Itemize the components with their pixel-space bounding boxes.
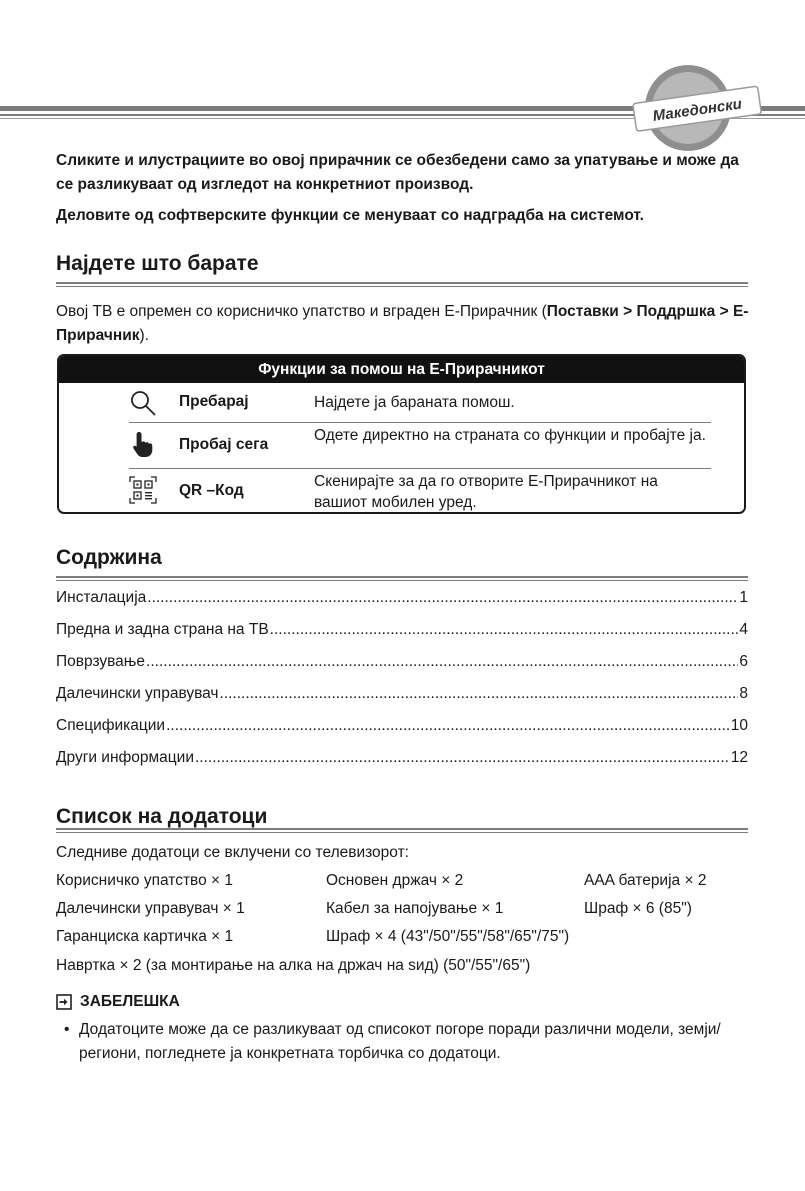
toc-entry-page: 4 [739, 621, 748, 638]
toc-entry-page: 10 [730, 717, 748, 734]
search-icon [129, 389, 157, 417]
accessory-item: Корисничко упатство × 1 [56, 872, 234, 889]
accessory-item: Шраф × 4 (43"/50"/55"/58"/65"/75") [326, 928, 570, 945]
help-row-qr [129, 468, 711, 514]
accessory-item: AAA батерија × 2 [584, 872, 707, 889]
toc-entry[interactable] [56, 749, 748, 781]
toc-leader [166, 717, 730, 735]
help-row-search [129, 383, 711, 423]
language-label: Македонски [651, 95, 743, 125]
intro-line-2: Деловите од софтверските функции се менуваат со надградба на системот. [56, 207, 644, 224]
toc-entry-page: 12 [730, 749, 748, 766]
hand-pointer-icon [129, 430, 157, 458]
help-functions-box [57, 354, 746, 514]
accessories-section-title: Список на додатоци [56, 805, 268, 828]
toc-leader [195, 749, 730, 767]
toc-entry-title: Спецификации [56, 717, 166, 734]
help-label-qr: QR –Код [179, 482, 244, 499]
note-arrow-icon [56, 994, 72, 1010]
help-label-search: Пребарај [179, 393, 249, 410]
find-text-path: Поставки > Поддршка > Е-Прирачник [56, 303, 749, 344]
toc-entry-title: Инсталација [56, 589, 147, 606]
toc-entry-page: 6 [739, 653, 748, 670]
intro-notice [56, 149, 756, 228]
accessories-section-rule [56, 828, 748, 833]
toc-entry-title: Поврзување [56, 653, 146, 670]
contents-section-rule [56, 576, 748, 581]
toc-leader [146, 653, 738, 671]
qr-code-icon [129, 476, 157, 504]
toc-entry-page: 8 [739, 685, 748, 702]
accessories-intro: Следниве додатоци се вклучени со телевизорот: [56, 844, 409, 861]
accessory-item: Гаранциска картичка × 1 [56, 928, 234, 945]
help-box-header: Функции за помош на Е-Прирачникот [59, 356, 744, 383]
toc-entry[interactable] [56, 717, 748, 749]
find-section-title: Најдете што барате [56, 252, 259, 275]
accessory-item: Навртка × 2 (за монтирање на алка на држач на ѕид) (50"/55"/65") [56, 957, 531, 974]
note-title: ЗАБЕЛЕШКА [80, 993, 180, 1010]
toc-leader [270, 621, 739, 639]
note-text: Додатоците може да се разликуваат од списокот погоре поради различни модели, земји/региони, погледнете ја конкретната торбичка со додатоци. [79, 1021, 721, 1062]
toc-leader [220, 685, 739, 703]
language-tab [620, 62, 770, 154]
note-bullet: • [64, 1021, 70, 1038]
help-label-try-now: Пробај сега [179, 436, 269, 453]
find-section-text [56, 300, 756, 348]
help-desc-try-now: Одете директно на страната со функции и пробајте ја. [314, 427, 706, 444]
find-text-suffix: ). [139, 327, 149, 344]
toc-entry-page: 1 [739, 589, 748, 606]
accessory-item: Основен држач × 2 [326, 872, 464, 889]
intro-line-1: Сликите и илустрациите во овој прирачник се обезбедени само за упатување и може да се разликуваат од изгледот на конкретниот производ. [56, 152, 739, 193]
help-desc-search: Најдете ја бараната помош. [314, 394, 515, 411]
toc-entry[interactable] [56, 621, 748, 653]
accessory-item: Далечински управувач × 1 [56, 900, 245, 917]
toc-entry[interactable] [56, 653, 748, 685]
table-of-contents [56, 589, 748, 781]
toc-entry-title: Далечински управувач [56, 685, 219, 702]
find-text-prefix: Овој ТВ е опремен со корисничко упатство и вграден Е-Прирачник ( [56, 303, 547, 320]
toc-leader [147, 589, 738, 607]
accessory-item: Кабел за напојување × 1 [326, 900, 504, 917]
accessory-item: Шраф × 6 (85") [584, 900, 692, 917]
toc-entry-title: Предна и задна страна на ТВ [56, 621, 269, 638]
find-section-rule [56, 282, 748, 287]
help-desc-qr: Скенирајте за да го отворите Е-Прирачникот на вашиот мобилен уред. [314, 473, 658, 511]
toc-entry-title: Други информации [56, 749, 194, 766]
help-row-try-now [129, 422, 711, 469]
toc-entry[interactable] [56, 685, 748, 717]
toc-entry[interactable] [56, 589, 748, 621]
contents-section-title: Содржина [56, 546, 162, 569]
